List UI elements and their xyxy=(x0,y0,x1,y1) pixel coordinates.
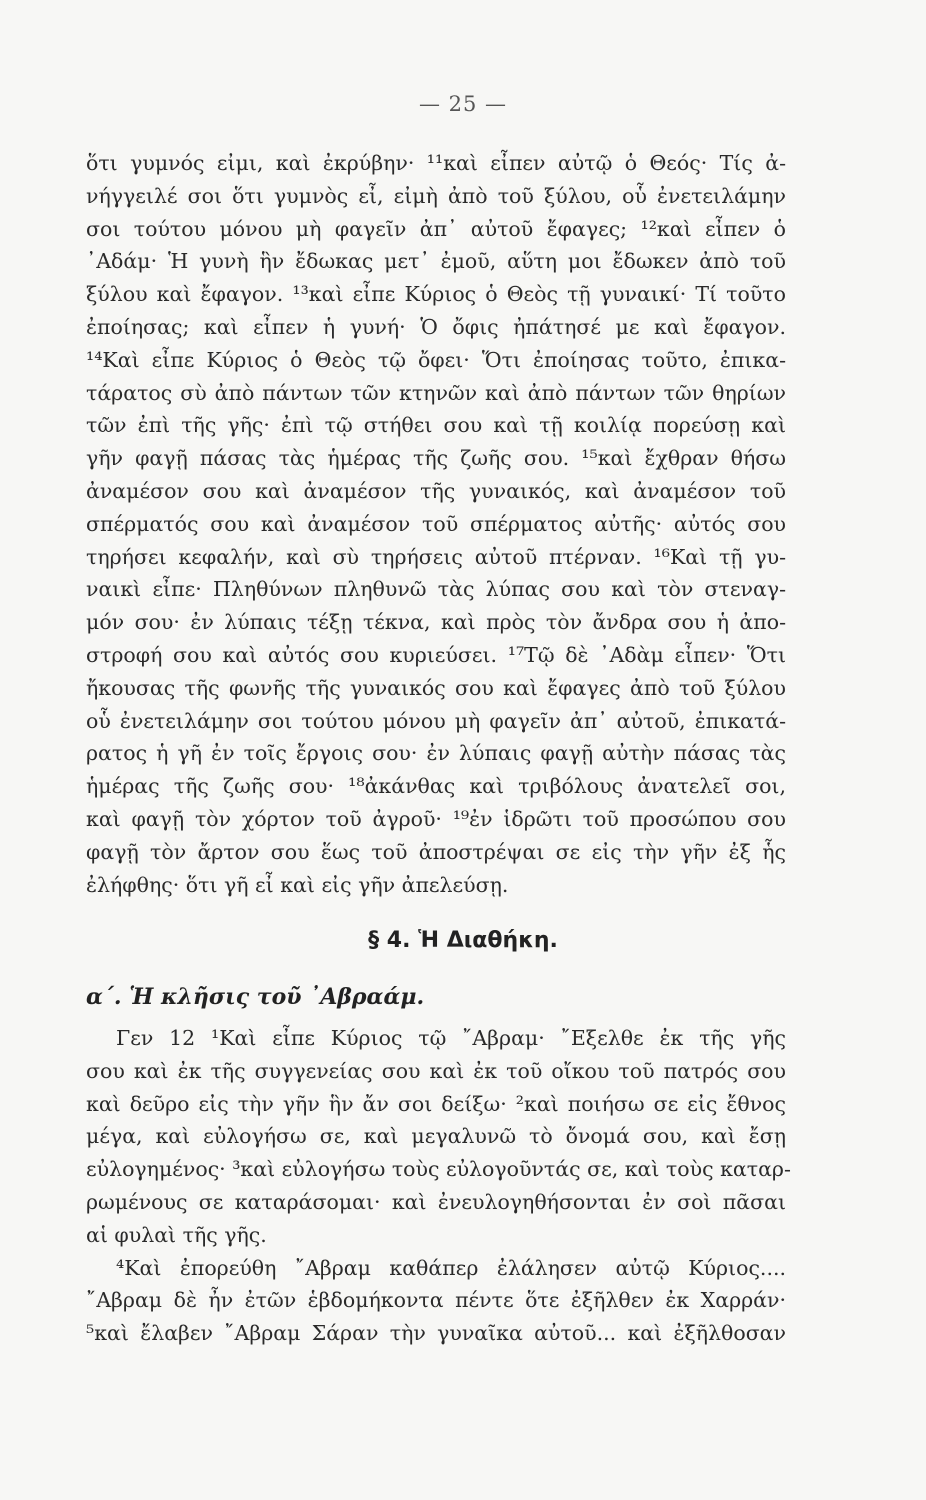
text-line: ⁴Καὶ ἐπορεύθη ῎Αβραμ καθάπερ ἐλάλησεν αὐτῷ Κύριος.... xyxy=(116,1255,786,1280)
text-line: ᾽Αδάμ· Ἡ γυνὴ ἣν ἔδωκας μετ᾽ ἐμοῦ, αὕτη μοι ἔδωκεν ἀπὸ τοῦ xyxy=(86,249,786,274)
text-line: ἤκουσας τῆς φωνῆς τῆς γυναικός σου καὶ ἔφαγες ἀπὸ τοῦ ξύλου xyxy=(86,675,786,700)
page-number: — 25 — xyxy=(418,92,508,116)
text-line: ξύλου καὶ ἔφαγον. ¹³καὶ εἶπε Κύριος ὁ Θεὸς τῇ γυναικί· Τί τοῦτο xyxy=(86,282,786,307)
text-line: ἐποίησας; καὶ εἶπεν ἡ γυνή· Ὁ ὄφις ἠπάτησέ με καὶ ἔφαγον. xyxy=(86,314,786,339)
text-line: σου καὶ ἐκ τῆς συγγενείας σου καὶ ἐκ τοῦ οἴκου τοῦ πατρός σου xyxy=(86,1058,786,1083)
text-line: ῎Αβραμ δὲ ἦν ἐτῶν ἑβδομήκοντα πέντε ὅτε ἐξῆλθεν ἐκ Χαρράν· xyxy=(86,1288,786,1313)
section-text xyxy=(86,1022,791,1350)
text-line: ἡμέρας τῆς ζωῆς σου· ¹⁸ἀκάνθας καὶ τριβόλους ἀνατελεῖ σοι, xyxy=(86,774,786,799)
text-line: τῶν ἐπὶ τῆς γῆς· ἐπὶ τῷ στήθει σου καὶ τῇ κοιλίᾳ πορεύσῃ καὶ xyxy=(86,413,786,438)
text-line: οὗ ἐνετειλάμην σοι τούτου μόνου μὴ φαγεῖν ἀπ᾽ αὐτοῦ, ἐπικατά- xyxy=(86,708,786,733)
body-text xyxy=(86,147,786,901)
text-line: νήγγειλέ σοι ὅτι γυμνὸς εἶ, εἰμὴ ἀπὸ τοῦ ξύλου, οὗ ἐνετειλάμην xyxy=(86,183,786,208)
text-line: τηρήσει κεφαλήν, καὶ σὺ τηρήσεις αὐτοῦ πτέρναν. ¹⁶Καὶ τῇ γυ- xyxy=(86,544,786,569)
text-line: ἐλήφθης· ὅτι γῆ εἶ καὶ εἰς γῆν ἀπελεύσῃ. xyxy=(86,872,509,897)
text-line: μόν σου· ἐν λύπαις τέξῃ τέκνα, καὶ πρὸς τὸν ἄνδρα σου ἡ ἀπο- xyxy=(86,610,786,635)
text-line: σπέρματός σου καὶ ἀναμέσον τοῦ σπέρματος αὐτῆς· αὐτός σου xyxy=(86,511,786,536)
text-line: εὐλογημένος· ³καὶ εὐλογήσω τοὺς εὐλογοῦντάς σε, καὶ τοὺς καταρ- xyxy=(86,1157,791,1182)
section-subheading: α΄. Ἡ κλῆσις τοῦ ᾽Αβραάμ. xyxy=(86,984,425,1010)
text-line: ναικὶ εἶπε· Πληθύνων πληθυνῶ τὰς λύπας σου καὶ τὸν στεναγ- xyxy=(86,577,786,602)
text-line: καὶ δεῦρο εἰς τὴν γῆν ἣν ἄν σοι δείξω· ²καὶ ποιήσω σε εἰς ἔθνος xyxy=(86,1091,786,1116)
text-line: γῆν φαγῇ πάσας τὰς ἡμέρας τῆς ζωῆς σου. ¹⁵καὶ ἔχθραν θήσω xyxy=(86,446,786,471)
text-line: ἀναμέσον σου καὶ ἀναμέσον τῆς γυναικός, καὶ ἀναμέσον τοῦ xyxy=(86,478,786,503)
text-line: ρατος ἡ γῆ ἐν τοῖς ἔργοις σου· ἐν λύπαις φαγῇ αὐτὴν πάσας τὰς xyxy=(86,741,786,766)
text-line: ⁵καὶ ἔλαβεν ῎Αβραμ Σάραν τὴν γυναῖκα αὐτοῦ... καὶ ἐξῆλθοσαν xyxy=(86,1321,786,1346)
text-line: ρωμένους σε καταράσομαι· καὶ ἐνευλογηθήσονται ἐν σοὶ πᾶσαι xyxy=(86,1189,786,1214)
text-line: σοι τούτου μόνου μὴ φαγεῖν ἀπ᾽ αὐτοῦ ἔφαγες; ¹²καὶ εἶπεν ὁ xyxy=(86,216,786,241)
text-line: ὅτι γυμνός εἰμι, καὶ ἐκρύβην· ¹¹καὶ εἶπεν αὐτῷ ὁ Θεός· Τίς ἀ- xyxy=(86,151,786,175)
text-line: καὶ φαγῇ τὸν χόρτον τοῦ ἀγροῦ· ¹⁹ἐν ἱδρῶτι τοῦ προσώπου σου xyxy=(86,806,786,831)
text-line: στροφή σου καὶ αὐτός σου κυριεύσει. ¹⁷Τῷ δὲ ᾽Αδὰμ εἶπεν· Ὅτι xyxy=(86,642,786,667)
text-line: φαγῇ τὸν ἄρτον σου ἕως τοῦ ἀποστρέψαι σε εἰς τὴν γῆν ἐξ ἧς xyxy=(86,839,786,864)
text-line: ¹⁴Καὶ εἶπε Κύριος ὁ Θεὸς τῷ ὄφει· Ὅτι ἐποίησας τοῦτο, ἐπικα- xyxy=(86,347,786,372)
text-line: μέγα, καὶ εὐλογήσω σε, καὶ μεγαλυνῶ τὸ ὄνομά σου, καὶ ἔσῃ xyxy=(86,1124,786,1149)
text-line: αἱ φυλαὶ τῆς γῆς. xyxy=(86,1222,267,1247)
text-line: Γεν 12 ¹Καὶ εἶπε Κύριος τῷ ῎Αβραμ· ῎Εξελθε ἐκ τῆς γῆς xyxy=(116,1026,786,1050)
section-heading: § 4. Ἡ Διαθήκη. xyxy=(368,928,558,953)
text-line: τάρατος σὺ ἀπὸ πάντων τῶν κτηνῶν καὶ ἀπὸ πάντων τῶν θηρίων xyxy=(86,380,786,405)
